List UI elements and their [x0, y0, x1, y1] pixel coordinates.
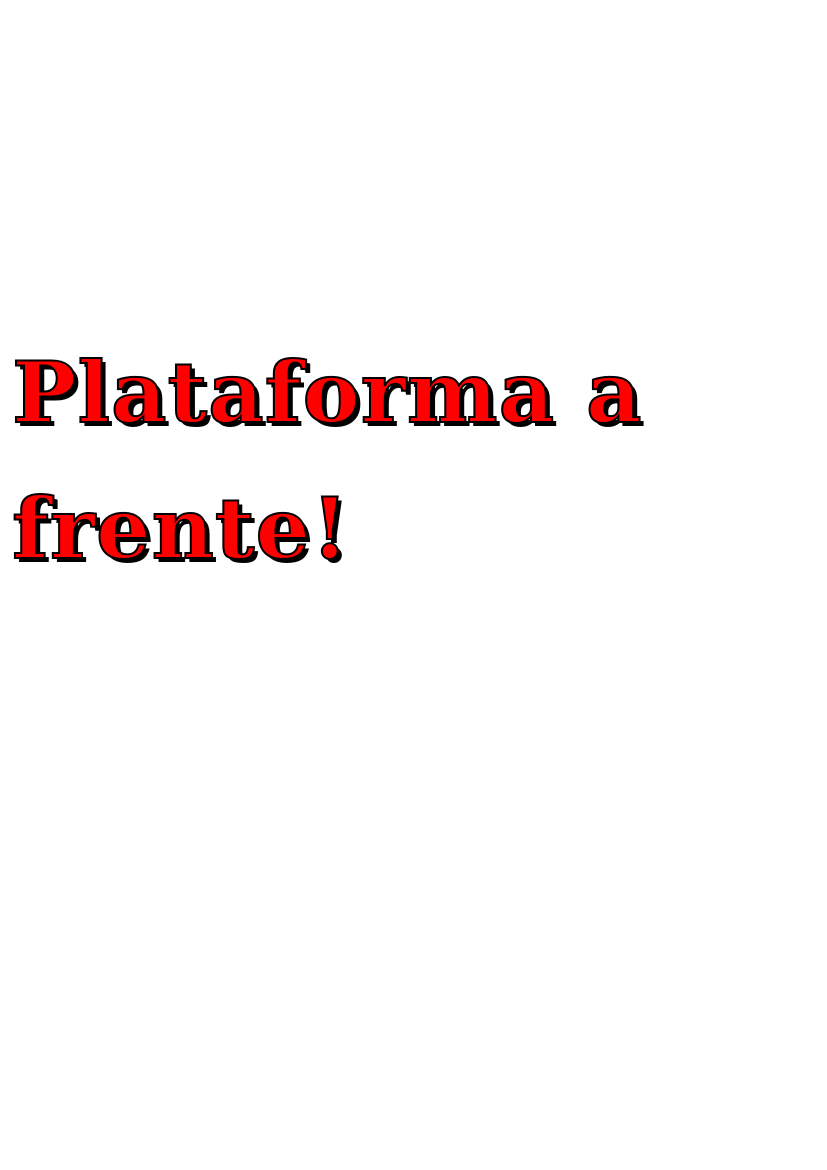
headline [12, 325, 827, 597]
headline-line-2: frente! [12, 479, 350, 578]
headline-line-1: Plataforma a [12, 343, 643, 442]
